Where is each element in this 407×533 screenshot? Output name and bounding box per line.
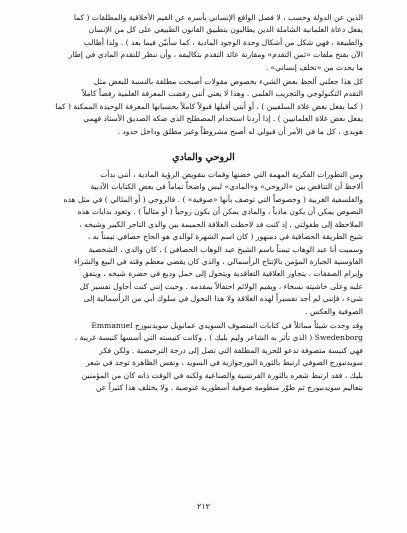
- text-line: سويدنبورج الصوفي ارتبط بالثورة البورجوازية في السويد ، ونفس الظاهرة توجد في شعر: [86, 358, 363, 368]
- text-line: الملاحظة إلى طفولتي . إذ كنت قد لاحظت العلاقة الحميمة بين والدي التاجر الكبير وشيخه ،: [79, 219, 363, 229]
- text-line: ألاحظ أن التناقض بين «الروحي» و«المادي» ليس واضحاً تماماً في بعض الكتابات الأدبية: [90, 182, 363, 192]
- section-heading: الروحي والمادي: [172, 152, 235, 164]
- text-line: شيء ، فإنني لم أجد تفسيراً لهذه العلاقة ولا هذا التحول في سلوك أبي من الرأسمالية إلى: [83, 294, 363, 304]
- bottom-text: [44, 169, 363, 394]
- text-line: التقدم التكنولوجي والتجريب العلمي . وهذا لا يعني أنني رفضت المعرفة العلمية رفضاً كاملاً: [82, 89, 363, 99]
- text-line: يفعل بعض غلاة العلمانيين ) . إذا أردنا استخدام المصطلح الذي صكه الصديق الأستاذ فهمي: [83, 114, 363, 124]
- paragraph-swedenborg: [44, 320, 363, 394]
- text-line: بليك ، فقد ارتبط شعره بالثورة الفرنسية والصناعية ولكنه في الوقت ذاته كان من المؤمنين: [81, 370, 363, 380]
- paragraph-secular-progress: [44, 12, 363, 74]
- text-line: Swedenborg ( الذي تأثر به الشاعر وليم بليك ) . وكانت كنيسته التي أسسها كنيسة غريبة ،: [74, 333, 363, 343]
- text-line: القاوسنية الجبارة المؤمن بالإنتاج الرأسمالي ، والذي كان يقضي معظم وقته في البيع والشراء: [74, 256, 363, 266]
- text-line: وسميت أنا عبد الوهاب تيمناً باسم الشيخ عبد الوهاب الحصافي ) . كان والدي ، الشخصية: [88, 244, 363, 254]
- text-line: وقد وجدت شيئاً مماثلاً في كتابات المتصوف السويدي عمانويل سويدنبورج Emmanuel: [91, 320, 363, 330]
- text-line: والفلسفية الغربية ( وخصوصاً التي توصف بأنها «صوفية» ) . فالروحي ( أو المثالي ) في مثل هذه: [63, 194, 363, 204]
- text-line: ومن التطورات الفكرية المهمة التي خضتها وقمات بتقويض الرؤية المادية ، أنني بدأت: [100, 170, 363, 180]
- text-line: النصوص يمكن أن يكون مادياً ، والمادي يمكن أن يكون روحياً ( أو مثالياً ) . وتعود بدايات هذه: [77, 207, 363, 217]
- text-line: يفعل دعاة العلمانية الشاملة الذين يطالبون بتطبيق القانون الطبيعي على كل من الإنسان: [88, 25, 363, 35]
- text-line: الآن بفتح ملفات «ثمن التقدم» ومقارنة عائد التقدم بتكاليفه ، وأن ننظر للتقدم المادي في إطار: [68, 50, 363, 60]
- text-line: ( كما يفعل بعض غلاة السلفيين ) ، أو أنني أقبلها قبولاً كاملاً بحسبانها المعرفة الوحيدة الممكنة ( كما: [55, 101, 363, 111]
- text-line: كل هذا جعلني ألحظ بعض الشيء بخصوص مقولات أصبحت مطلقة بالنسبة للبعض مثل: [94, 77, 363, 87]
- text-line: شيخ الطريقة الحصافية في دمنهور ( كان اسم الشهرة لوالدي هو الحاج حصافي تيمناً به ،: [87, 232, 363, 242]
- text-line: الصوفية والعكس .: [305, 306, 363, 316]
- text-line: ما يحدث من «تخلف إنساني» .: [265, 62, 363, 72]
- text-line: بتعاليم سويدنبورج ثم طوّر منظومة صوفية أسطورية غنوصية . ولا يختلف هذا كثيراً عن: [96, 382, 363, 392]
- text-line: والطبيعة ، فهي شكل من أشكال وحدة الوجود المادية ، كما سأبيّن فيما بعد ) . ولذا أطالب: [83, 37, 363, 47]
- text-line: وإبرام الصفقات ، يتجاوز العلاقية التعاقدية ويتحول إلى حمل وديع في حضرة شيخه ، ويتفق: [82, 269, 363, 279]
- paragraph-spiritual-material: [44, 169, 363, 318]
- text-line: فهي كنيسة متصوفة تدعو للحرية المطلقة التي تصل إلى درجة الترخيصية . ولكن فكر: [99, 345, 363, 355]
- text-line: هويدي ، كل ما في الأمر أن قبولي له أصبح مشروطاً وغير مطلق وداخل حدود .: [117, 126, 363, 136]
- text-line: الذين عن الدولة وحسب ، لا فصل الواقع الإنساني بأسره عن القيم الأخلاقية والمطلقات ( كما: [73, 13, 363, 22]
- page-number: ٢١٢: [197, 502, 210, 511]
- text-line: عليه وعلى حاشيته بسخاء ، ويقيم الولائم احتفالاً بمقدمه . وحيث إنني كنت أحاول تفسير كل: [79, 281, 363, 291]
- top-text: [44, 12, 363, 138]
- paragraph-scientific-knowledge: [44, 76, 363, 138]
